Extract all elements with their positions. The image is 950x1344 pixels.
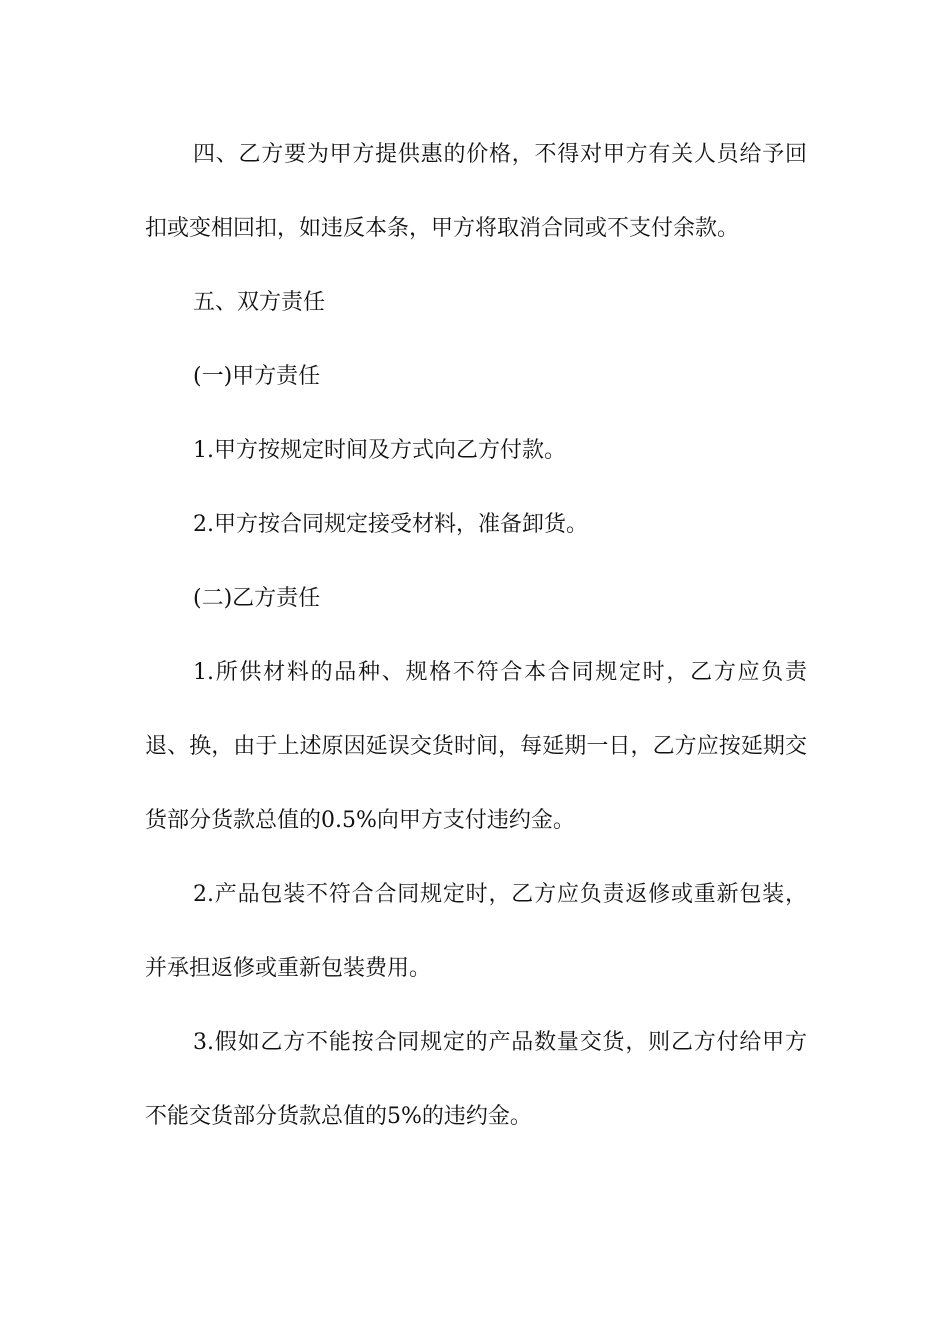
paragraph-party-b-item-1: 1.所供材料的品种、规格不符合本合同规定时，乙方应负责退、换，由于上述原因延误交货时间，每延期一日，乙方应按延期交货部分货款总值的0.5%向甲方支付违约金。 — [145, 660, 807, 833]
paragraph-party-a-item-2: 2.甲方按合同规定接受材料，准备卸货。 — [193, 512, 588, 537]
heading-mutual-responsibilities: 五、双方责任 — [193, 290, 326, 315]
paragraph-party-a-item-1: 1.甲方按规定时间及方式向乙方付款。 — [193, 438, 566, 463]
paragraph-party-b-item-2: 2.产品包装不符合合同规定时，乙方应负责返修或重新包装，并承担返修或重新包装费用。 — [145, 882, 807, 981]
document-body — [145, 118, 807, 1154]
paragraph-clause-4: 四、乙方要为甲方提供惠的价格，不得对甲方有关人员给予回扣或变相回扣，如违反本条，甲方将取消合同或不支付余款。 — [145, 142, 807, 241]
heading-party-b-responsibilities: (二)乙方责任 — [193, 586, 321, 611]
paragraph-party-b-item-3: 3.假如乙方不能按合同规定的产品数量交货，则乙方付给甲方不能交货部分货款总值的5%的违约金。 — [145, 1030, 807, 1129]
heading-party-a-responsibilities: (一)甲方责任 — [193, 364, 321, 389]
